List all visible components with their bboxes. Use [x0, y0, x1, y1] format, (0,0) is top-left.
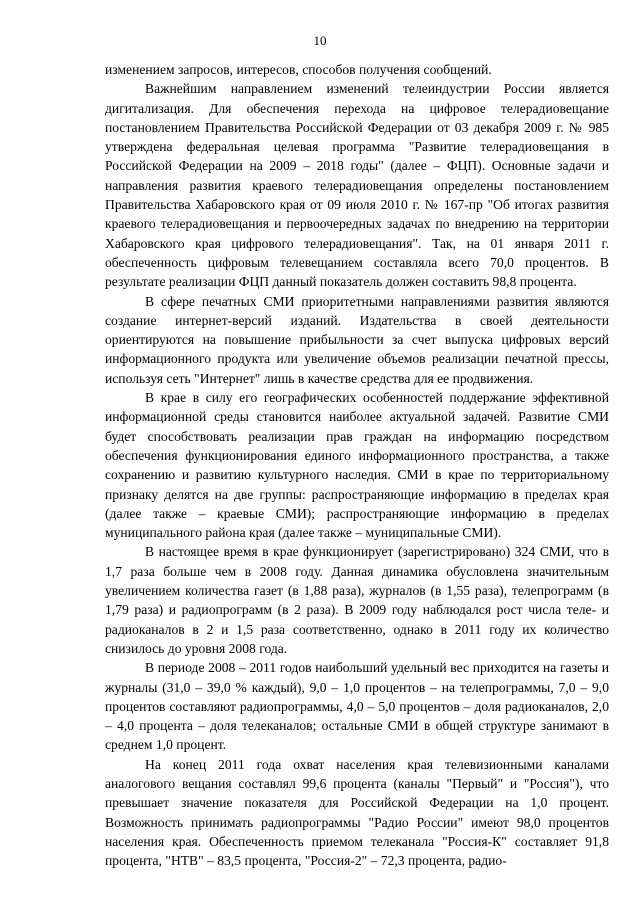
- page-number: 10: [313, 33, 327, 48]
- document-body: [105, 60, 609, 870]
- paragraph-print-media: В сфере печатных СМИ приоритетными направлениями развития являются создание интернет-версий изданий. Издательства в своей деятельности ориентируются на повышение прибыльности за счет выпуска цифровых версий информационного продукта или увеличение объемов реализации печатной прессы, используя сеть "Интернет" лишь в качестве средства для ее продвижения.: [105, 293, 609, 386]
- paragraph-digitalization: Важнейшим направлением изменений телеиндустрии России является дигитализация. Для обеспечения перехода на цифровое телерадиовещание постановлением Правительства Российской Федерации от 03 декабря 2009 г. № 985 утверждена федеральная целевая программа "Развитие телерадиовещания в Российской Федерации на 2009 – 2018 годы" (далее – ФЦП). Основные задачи и направления развития краевого телерадиовещания определены постановлением Правительства Хабаровского края от 09 июля 2010 г. № 167-пр "Об итогах развития краевого телерадиовещания и первоочередных задачах по внедрению на территории Хабаровского края цифрового телерадиовещания". Так, на 01 января 2011 г. обеспеченность цифровым телевещанием составляла всего 70,0 процентов. В результате реализации ФЦП данный показатель должен составить 98,8 процента.: [105, 81, 609, 290]
- paragraph-broadcast-coverage: На конец 2011 года охват населения края телевизионными каналами аналогового вещания составлял 99,6 процента (каналы "Первый" и "Россия"), что превышает значение показателя для Российской Федерации на 1,0 процент. Возможность принимать радиопрограммы "Радио России" имеют 98,0 процентов населения края. Обеспеченность приемом телеканала "Россия-К" составляет 91,8 процента, "НТВ" – 83,5 процента, "Россия-2" – 72,3 процента, радио-: [105, 756, 609, 869]
- paragraph-media-structure: В периоде 2008 – 2011 годов наибольший удельный вес приходится на газеты и журналы (31,0 – 39,0 % каждый), 9,0 – 1,0 процентов – на телепрограммы, 7,0 – 9,0 процентов составляют радиопрограммы, 4,0 – 5,0 процентов – доля радиоканалов, 2,0 – 4,0 процента – доля телеканалов; остальные СМИ в общей структуре занимают в среднем 1,0 процент.: [105, 660, 609, 753]
- paragraph-continued: изменением запросов, интересов, способов получения сообщений.: [105, 62, 492, 77]
- paragraph-information-environment: В крае в силу его географических особенностей поддержание эффективной информационной среды становится наиболее актуальной задачей. Развитие СМИ будет способствовать реализации прав граждан на информацию посредством обеспечения функционирования единого информационного пространства, а также сохранению и развитию культурного наследия. СМИ в крае по территориальному признаку делятся на две группы: распространяющие информацию в пределах края (далее также – краевые СМИ); распространяющие информацию в пределах муниципального района края (далее также – муниципальные СМИ).: [105, 390, 609, 541]
- paragraph-media-count: В настоящее время в крае функционирует (зарегистрировано) 324 СМИ, что в 1,7 раза больше чем в 2008 году. Данная динамика обусловлена значительным увеличением количества газет (в 1,88 раза), журналов (в 1,55 раза), телепрограмм (в 1,79 раза) и радиопрограмм (в 2 раза). В 2009 году наблюдался рост числа теле- и радиоканалов в 2 и 1,5 раза соответственно, однако в 2011 году их количество снизилось до уровня 2008 года.: [105, 544, 609, 656]
